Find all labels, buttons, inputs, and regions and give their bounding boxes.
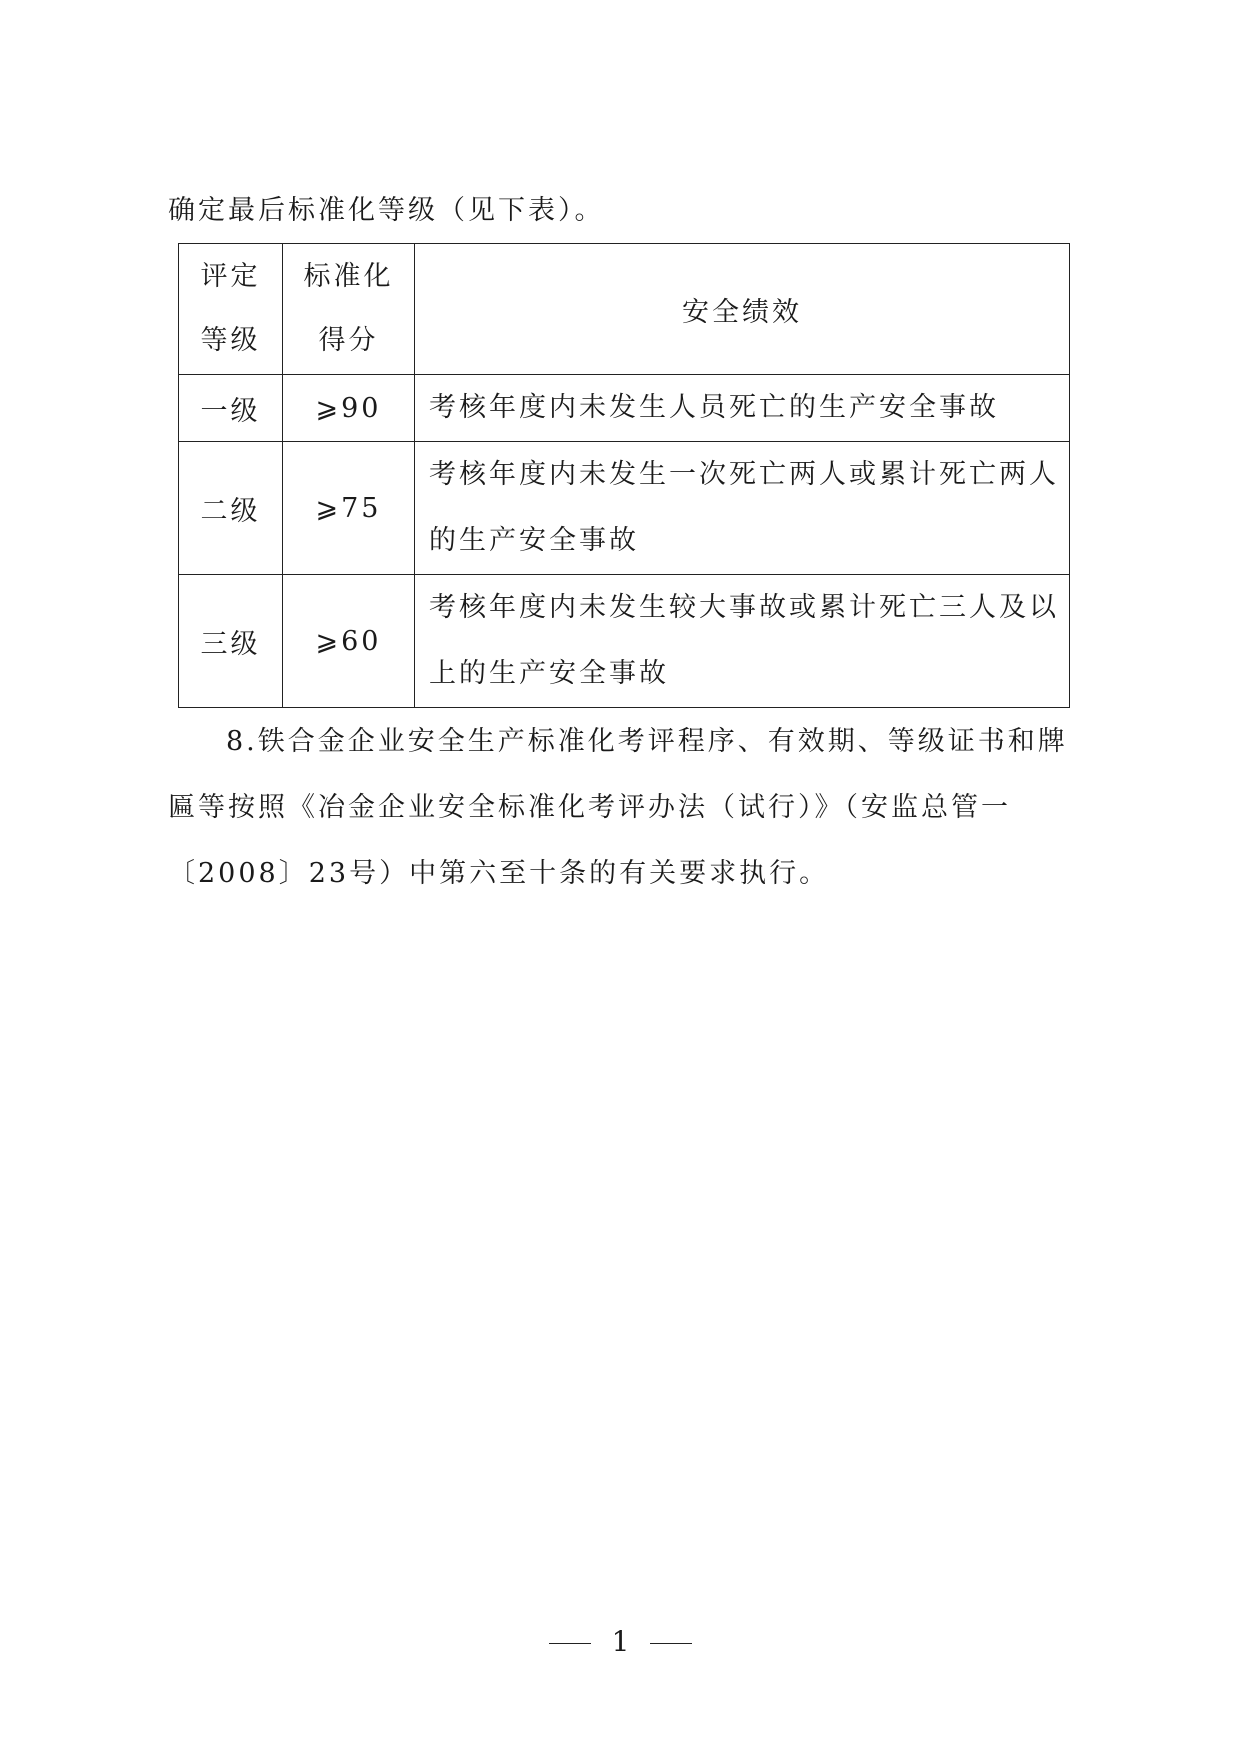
grade-cell: 一级 (179, 375, 283, 442)
performance-cell: 考核年度内未发生人员死亡的生产安全事故 (415, 375, 1070, 442)
score-cell: ⩾60 (283, 575, 415, 708)
header-score-line2: 得分 (318, 325, 379, 356)
header-score-line1: 标准化 (303, 261, 394, 292)
paragraph-8: 8.铁合金企业安全生产标准化考评程序、有效期、等级证书和牌匾等按照《冶金企业安全标准化考评办法（试行）》（安监总管一〔2008〕23号）中第六至十条的有关要求执行。 (168, 726, 1068, 889)
page-number: 1 (611, 1625, 630, 1658)
page-footer (0, 1625, 1241, 1658)
table-header-row (179, 244, 1070, 375)
grade-cell: 三级 (179, 575, 283, 708)
header-grade (179, 244, 283, 375)
score-cell: ⩾90 (283, 375, 415, 442)
footer-dash-right (650, 1643, 692, 1644)
performance-cell: 考核年度内未发生一次死亡两人或累计死亡两人的生产安全事故 (415, 442, 1070, 575)
performance-cell: 考核年度内未发生较大事故或累计死亡三人及以上的生产安全事故 (415, 575, 1070, 708)
grade-table (178, 243, 1070, 708)
header-score (283, 244, 415, 375)
table-row (179, 442, 1070, 575)
table-row (179, 375, 1070, 442)
table-row (179, 575, 1070, 708)
grade-cell: 二级 (179, 442, 283, 575)
header-performance: 安全绩效 (415, 244, 1070, 375)
footer-dash-left (549, 1643, 591, 1644)
header-grade-line1: 评定 (200, 261, 261, 292)
header-grade-line2: 等级 (200, 325, 261, 356)
intro-text: 确定最后标准化等级（见下表）。 (168, 195, 605, 226)
score-cell: ⩾75 (283, 442, 415, 575)
